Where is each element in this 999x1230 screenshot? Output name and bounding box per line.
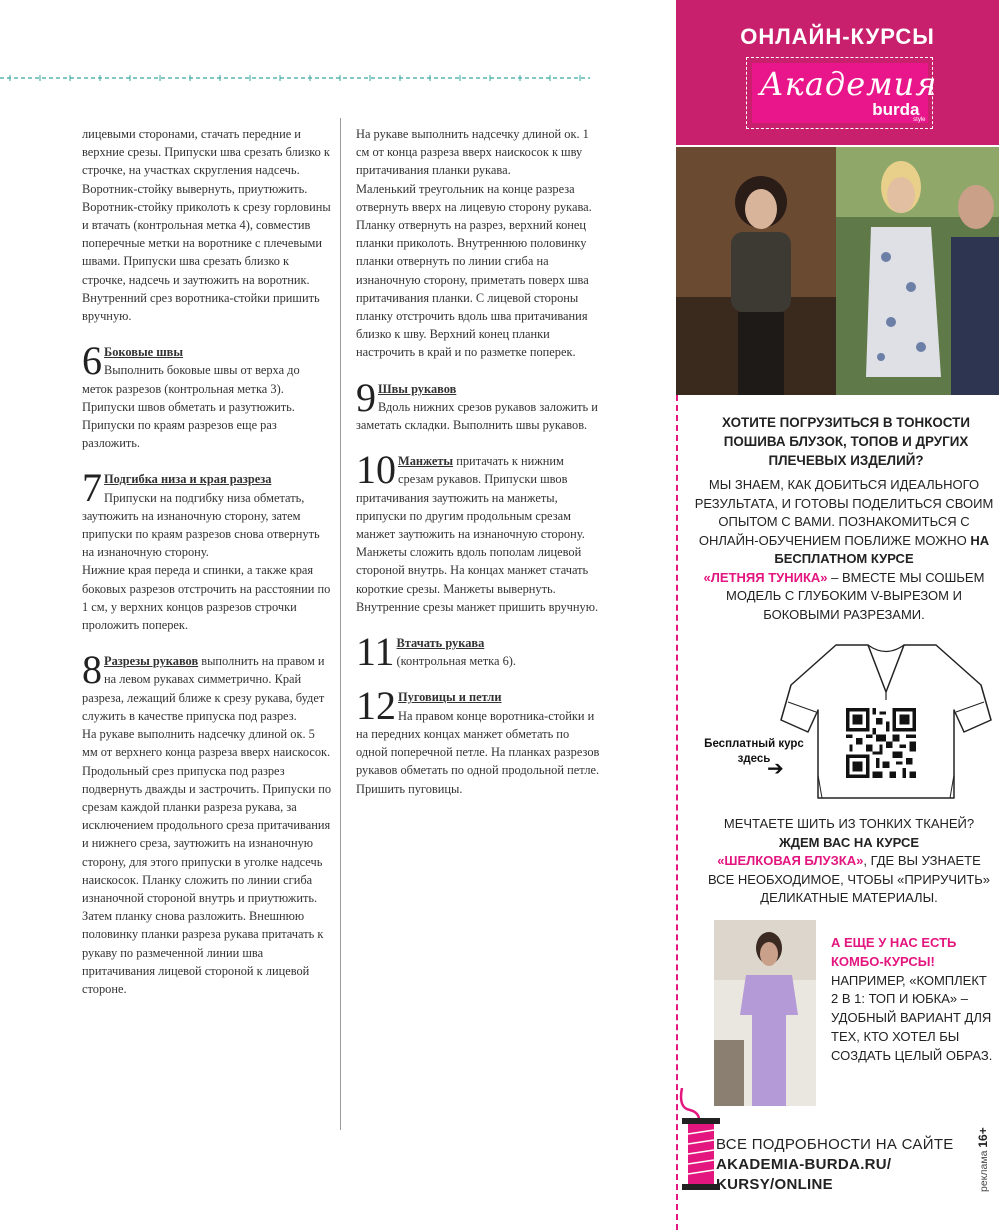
academia-burda-logo	[746, 57, 938, 129]
body1-rest: – ВМЕСТЕ МЫ СОШЬЕМ МОДЕЛЬ С ГЛУБОКИМ V-ВЫРЕЗОМ И БОКОВЫМИ РАЗРЕЗАМИ.	[726, 569, 985, 622]
col2-intro: На рукаве выполнить надсечку длиной ок. 1 см от конца разреза вверх наискосок к шву притачивания планки рукава.	[356, 127, 589, 178]
step-10	[356, 447, 601, 616]
step-title: Втачать рукава	[396, 636, 485, 651]
ad-header	[676, 0, 999, 145]
ad-sidebar	[676, 0, 999, 1230]
step-text: На правом конце воротника-стойки и на передних концах манжет обметать по одной поперечной петле. На планках разрезов рукавов обметать по одной продольной петле.	[356, 708, 600, 778]
arrow-right-icon: ➔	[767, 756, 784, 780]
logo-script: Академия	[759, 65, 938, 103]
instructions-column-2	[356, 125, 601, 798]
footer-text: ВСЕ ПОДРОБНОСТИ НА САЙТЕ	[716, 1136, 954, 1153]
ad-side-label	[976, 1127, 990, 1192]
step-number: 10	[356, 447, 396, 493]
step-number: 12	[356, 683, 396, 729]
step-8	[82, 647, 332, 998]
ad-body-1	[694, 476, 994, 624]
step-text: притачать к нижним срезам рукавов. Припуски швов притачивания заутюжить на манжеты, припуски по другим продольным срезам манжет заутюжить на изнаночную сторону. Манжеты сложить вдоль пополам лицевой стороной внутрь. На концах манжет стачать короткие срезы. Манжеты вывернуть. Внутренние срезы манжет пришить вручную.	[356, 454, 599, 614]
footer-url-1[interactable]: AKADEMIA-BURDA.RU/	[716, 1156, 892, 1173]
step-text: Припуски на подгибку низа обметать, заутюжить на изнаночную сторону, затем припуски по краям разрезов снова отвернуть на изнаночную сторону.	[82, 490, 320, 560]
body1-bold: НА БЕСПЛАТНОМ КУРСЕ	[774, 532, 990, 566]
footer-url-2[interactable]: KURSY/ONLINE	[716, 1176, 833, 1193]
logo-brand: burda	[872, 100, 920, 119]
step-6	[82, 338, 332, 452]
course-name-silk: «ШЕЛКОВАЯ БЛУЗКА»	[717, 853, 864, 868]
step-number: 6	[82, 338, 102, 384]
ad-question: ХОТИТЕ ПОГРУЗИТЬСЯ В ТОНКОСТИ ПОШИВА БЛУЗОК, ТОПОВ И ДРУГИХ ПЛЕЧЕВЫХ ИЗДЕЛИЙ?	[722, 415, 970, 468]
step-text-3: Затем планку снова разложить. Внешнюю половинку планки разреза рукава притачать к рукаву по размеченной линии шва притачивания лицевой стороной к лицевой стороне.	[82, 909, 324, 996]
age-rating: 16+	[976, 1127, 990, 1148]
step-text-2: Пришить пуговицы.	[356, 781, 463, 796]
step-title: Боковые швы	[104, 345, 184, 360]
step-text-2: На рукаве выполнить надсечку длиной ок. 5 мм от верхнего конца разреза вверх наискосок. Продольный срез припуска под разрез подвернуть дважды и застрочить. Припуски по срезам каждой планки разреза рукава, за исключением продольного среза притачивания и нижнего среза, заутюжить на изнаночную сторону, для этого припуски в уголке надсечь наискосок. Планку сложить по линии сгиба изнаночной стороной внутрь и приутюжить.	[82, 727, 332, 905]
body2-bold: ЖДЕМ ВАС НА КУРСЕ	[778, 834, 920, 850]
combo-title: А ЕЩЕ У НАС ЕСТЬ КОМБО-КУРСЫ!	[831, 935, 957, 969]
column-divider	[340, 118, 341, 1130]
step-number: 8	[82, 647, 102, 693]
step-title: Манжеты	[398, 454, 454, 469]
step-9	[356, 374, 601, 435]
body1-text: МЫ ЗНАЕМ, КАК ДОБИТЬСЯ ИДЕАЛЬНОГО РЕЗУЛЬТАТА, И ГОТОВЫ ПОДЕЛИТЬСЯ СВОИМ ОПЫТОМ С ВАМИ. ПОЗНАКОМИТЬСЯ С ОНЛАЙН-ОБУЧЕНИЕМ ПОБЛИЖЕ МОЖНО	[694, 477, 994, 548]
step-title: Подгибка низа и края разреза	[104, 472, 272, 487]
logo-small: style	[913, 117, 926, 123]
ad-body-2	[704, 815, 994, 908]
step-number: 11	[356, 629, 395, 675]
step-11	[356, 629, 601, 675]
step-text: (контрольная метка 6).	[396, 654, 517, 669]
col2-intro-2: Маленький треугольник на конце разреза отвернуть вверх на лицевую сторону рукава. Планку отвернуть на разрез, верхний конец планки приколоть. Внутреннюю половинку планки отвернуть по линии сгиба на изнаночную сторону, приметать поверх шва притачивания планки. С лицевой стороны планку отстрочить вдоль шва притачивания близко к шву. Верхний конец планки настрочить в край и по разметке поперек.	[356, 181, 592, 360]
step-text: выполнить на правом и на левом рукавах симметрично. Край разреза, лежащий ближе к срезу рукава, будет служить в качестве припуска под разрез.	[82, 654, 325, 723]
step-number: 9	[356, 374, 376, 420]
stitch-line	[0, 74, 590, 82]
combo-block	[831, 934, 996, 1066]
col1-intro: лицевыми сторонами, стачать передние и верхние срезы. Припуски шва срезать близко к строчке, на участках скругления надсечь. Воротник-стойку вывернуть, приутюжить. Воротник-стойку приколоть к срезу горловины и втачать (контрольная метка 4), совместив поперечные метки на воротнике с плечевыми швами. Припуски шва срезать близко к строчке, надсечь и заутюжить на воротник. Внутренний срез воротника-стойки пришить вручную.	[82, 127, 331, 324]
ad-footer	[716, 1135, 966, 1195]
step-title: Пуговицы и петли	[398, 690, 502, 705]
instructions-column-1	[82, 125, 332, 998]
advert-label: реклама	[978, 1150, 990, 1192]
combo-text: НАПРИМЕР, «КОМПЛЕКТ 2 В 1: ТОП И ЮБКА» – УДОБНЫЙ ВАРИАНТ ДЛЯ ТЕХ, КТО ХОТЕЛ БЫ СОЗДАТЬ ЦЕЛЫЙ ОБРАЗ.	[831, 972, 993, 1063]
woman-photo	[714, 920, 816, 1106]
step-12	[356, 683, 601, 797]
step-title: Разрезы рукавов	[104, 654, 199, 669]
models-photo	[676, 147, 999, 395]
step-number: 7	[82, 465, 102, 511]
ad-title: ОНЛАЙН-КУРСЫ	[740, 24, 935, 49]
step-text: Выполнить боковые швы от верха до меток разрезов (контрольная метка 3). Припуски швов обметать и разутюжить. Припуски по краям разрезов еще раз разложить.	[82, 363, 300, 451]
step-text: Вдоль нижних срезов рукавов заложить и заметать складки. Выполнить швы рукавов.	[356, 399, 598, 433]
qr-code-icon[interactable]	[846, 708, 916, 778]
step-title: Швы рукавов	[378, 381, 457, 396]
free-course-label: Бесплатный курс здесь	[704, 738, 804, 765]
body2-question: МЕЧТАЕТЕ ШИТЬ ИЗ ТОНКИХ ТКАНЕЙ?	[723, 816, 975, 831]
course-name-tunic: «ЛЕТНЯЯ ТУНИКА»	[703, 569, 828, 585]
step-7	[82, 465, 332, 634]
step-text-2: Нижние края переда и спинки, а также края боковых разрезов отстрочить на расстоянии по 1 см, у верхних концов разрезов строчки проложить поперек.	[82, 563, 331, 633]
body2-rest: , ГДЕ ВЫ УЗНАЕТЕ ВСЕ НЕОБХОДИМОЕ, ЧТОБЫ «ПРИРУЧИТЬ» ДЕЛИКАТНЫЕ МАТЕРИАЛЫ.	[707, 853, 991, 905]
